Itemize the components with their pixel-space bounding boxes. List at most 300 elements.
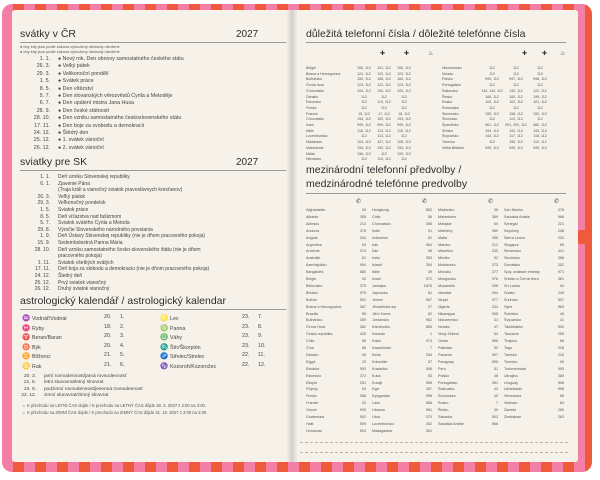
country-name: Dánsko xyxy=(306,94,319,99)
country-name: Egypt xyxy=(306,359,316,364)
dial-code: 212 xyxy=(491,242,498,247)
phone-number: 18, 112 xyxy=(398,111,410,116)
country-name: Makedonie xyxy=(306,145,324,150)
dial-code: 64 xyxy=(493,332,498,337)
zodiac-row xyxy=(22,343,142,351)
dial-code: 354 xyxy=(425,263,432,268)
divider xyxy=(306,42,566,43)
country-name: Pákistán xyxy=(438,346,453,350)
phone-number: 110, 112 xyxy=(377,157,391,162)
dial-code: 7 xyxy=(495,401,498,406)
country-name: Jemen xyxy=(372,297,384,302)
country-name: Portugalsko xyxy=(438,380,458,385)
holiday-date: 8. 5. xyxy=(39,85,50,92)
holiday-date: 1. 5. xyxy=(39,78,50,85)
dial-code: 356 xyxy=(491,235,498,240)
dial-code: 41 xyxy=(559,318,564,323)
phone-number: 199, 112 xyxy=(397,151,411,156)
country-name: Panama xyxy=(438,352,452,357)
dial-code: 993 xyxy=(557,366,564,371)
divider xyxy=(20,170,286,171)
police-icon: ✚ xyxy=(522,51,528,57)
country-name: Kuvajt xyxy=(372,380,383,385)
holiday-name: ● Velikonoční pondělí xyxy=(58,70,109,77)
country-name: Seychely xyxy=(504,228,519,233)
phone-number: 115, 112 xyxy=(397,128,411,133)
dial-code: 93 xyxy=(361,208,366,212)
zodiac-month: 1. xyxy=(120,314,125,320)
dial-code: 968 xyxy=(491,339,498,344)
country-name: Jihoafrická rep. xyxy=(372,304,398,309)
phone-number: 112 xyxy=(381,151,387,156)
country-name: Malta xyxy=(438,235,448,240)
phone-number: 999, 112 xyxy=(377,123,391,128)
holiday-row xyxy=(12,266,209,272)
country-name: Laos xyxy=(372,401,380,406)
dial-code: 252 xyxy=(557,263,564,268)
country-name: Hongkong xyxy=(372,208,389,212)
country-name: Turkmenistán xyxy=(504,366,527,371)
dial-code: 372 xyxy=(359,373,366,378)
phone-number: 112 xyxy=(537,117,543,122)
season-row xyxy=(12,380,103,385)
dial-code: 90 xyxy=(559,359,564,364)
dial-code: 52 xyxy=(493,256,498,261)
phone-number: 192, 112 xyxy=(509,128,523,133)
dial-code: 216 xyxy=(557,352,564,357)
phone-row xyxy=(306,157,414,163)
country-name: Belgie xyxy=(306,277,317,281)
dial-code: 7 xyxy=(429,346,432,350)
phone-number: 194, 112 xyxy=(485,128,499,133)
country-name: Srí Lanka xyxy=(504,283,520,288)
phone-number: 101, 112 xyxy=(377,66,391,70)
holiday-row xyxy=(12,273,82,279)
phone-number: 166, 112 xyxy=(485,94,499,99)
country-name: Polsko xyxy=(442,77,453,82)
zodiac-name: Beran/Baran xyxy=(32,335,62,342)
dial-code: 386 xyxy=(557,256,564,261)
country-name: Řecko xyxy=(438,408,449,413)
zodiac-month: 4. xyxy=(120,342,125,349)
dial-code: 94 xyxy=(559,283,564,288)
season-date: 23. 9. xyxy=(23,386,36,392)
dial-code: 244 xyxy=(359,235,366,240)
dial-code: 63 xyxy=(361,387,366,392)
country-name: Sierra Leone xyxy=(504,235,526,240)
phone-number: 112 xyxy=(361,100,367,105)
dial-code: 57 xyxy=(427,359,432,364)
phone-row xyxy=(442,146,552,152)
country-name: Irák xyxy=(372,242,379,247)
country-name: Ukrajina xyxy=(504,373,518,378)
phone-number: 112 xyxy=(489,105,495,110)
dial-code: 593 xyxy=(359,366,366,371)
zodiac-month: 7. xyxy=(258,314,263,320)
zodiac-icon: ♎ xyxy=(160,334,169,342)
country-name: Kolumbie xyxy=(372,359,388,364)
country-name: Austrálie xyxy=(306,256,321,261)
dial-code: 33 xyxy=(361,401,366,406)
zodiac-icon: ♈ xyxy=(22,334,31,342)
country-name: Norsko xyxy=(442,71,454,76)
country-name: Švédsko xyxy=(504,311,519,316)
zodiac-month: 10. xyxy=(258,342,266,349)
dial-code: 20 xyxy=(361,359,366,364)
holiday-name: ● Den boje za svobodu a demokracii xyxy=(58,122,144,129)
country-name: Ekvádor xyxy=(306,366,320,371)
phone-number: 166, 112 xyxy=(377,77,391,82)
country-name: Estonsko xyxy=(306,100,321,105)
zodiac-date: 23. xyxy=(242,314,250,320)
dial-code: 56 xyxy=(361,339,366,344)
country-name: Somálsko xyxy=(504,263,521,268)
dial-code: 264 xyxy=(491,290,498,295)
dial-code: 502 xyxy=(359,415,366,419)
dial-code: 355 xyxy=(359,214,366,219)
zodiac-name: Rak xyxy=(32,364,42,370)
country-name: Tunisko xyxy=(504,352,517,357)
holiday-date: 1. 1. xyxy=(39,56,50,62)
country-name: Singapur xyxy=(504,242,519,247)
season-name: zimní slunovrat/zimný slnovrat xyxy=(44,393,109,399)
holiday-date: 1. 9. xyxy=(40,233,50,240)
phone-number: 194, 112 xyxy=(357,117,371,122)
zodiac-name: Střelec/Strelec xyxy=(170,354,205,361)
country-name: San Marino xyxy=(504,208,523,212)
dial-code: 84 xyxy=(559,401,564,406)
dial-code: 974 xyxy=(425,339,432,344)
zodiac-name: Vodnář/Vodnár xyxy=(32,316,68,322)
country-name: Belgie xyxy=(306,66,316,70)
zodiac-name: Kozoroh/Kozorožec xyxy=(170,364,217,370)
holiday-date: 17. 11. xyxy=(35,266,50,273)
holiday-name: ● Den vzniku samostatného československého státu xyxy=(58,115,182,122)
holiday-name: Zjavenie Pána xyxy=(58,180,90,187)
holiday-row xyxy=(12,207,88,213)
phone-number: 124, 112 xyxy=(357,71,371,76)
holiday-name: ● Nový rok, Den obnovy samostatného českého státu xyxy=(58,56,184,62)
holiday-name: Sedembolestná Panna Mária xyxy=(58,240,123,246)
dial-code: 506 xyxy=(425,366,432,371)
country-name: Kanada xyxy=(372,332,385,337)
phone-number: 112 xyxy=(401,94,407,99)
phone-number: 112 xyxy=(537,66,543,70)
country-name: Kypr xyxy=(372,387,380,392)
dial-code: 81 xyxy=(427,290,432,295)
country-name: Salvador xyxy=(438,415,453,419)
intl-title-line1: mezinárodní telefonní předvolby / xyxy=(306,164,462,176)
country-name: Slovinsko xyxy=(442,117,458,122)
dial-code: 36 xyxy=(493,208,498,212)
elastic-band xyxy=(578,230,592,244)
country-name: Polsko xyxy=(438,373,450,378)
dial-code: 996 xyxy=(425,394,432,399)
holiday-row xyxy=(12,227,153,233)
notes-line xyxy=(300,452,568,453)
cz-holidays-notes xyxy=(20,45,120,55)
holiday-row xyxy=(12,286,109,292)
country-name: Bhútán xyxy=(306,290,318,295)
country-name: Spoj. arabské emiráty xyxy=(504,270,540,275)
country-name: Estonsko xyxy=(306,373,322,378)
zodiac-name: Ryby xyxy=(32,325,45,332)
country-name: Malta xyxy=(306,151,315,156)
country-name: Řecko xyxy=(442,94,453,99)
holiday-name: Sviatok všetkých svätých xyxy=(58,259,114,266)
zodiac-date: 22. xyxy=(242,362,250,368)
country-name: Malajsie xyxy=(438,221,452,226)
intl-title-line2: medzinárodné telefónne predvolby xyxy=(306,178,468,190)
dial-code: 32 xyxy=(361,277,366,281)
country-name: Slovensko xyxy=(442,111,459,116)
zodiac-icon: ♋ xyxy=(22,363,31,370)
dial-code: 61 xyxy=(361,256,366,261)
holiday-date: 6. 1. xyxy=(40,180,50,187)
country-name: Jordánsko xyxy=(372,318,390,323)
dial-code: 509 xyxy=(359,421,366,426)
phone-number: 101, 112 xyxy=(533,100,547,105)
country-name: Etiopie xyxy=(306,380,318,385)
country-name: Irsko xyxy=(306,123,314,128)
holiday-date: 26. 3. xyxy=(36,63,50,70)
zodiac-date: 20. xyxy=(104,314,112,320)
zodiac-date: 23. xyxy=(242,342,250,349)
cz-holidays-year: 2027 xyxy=(236,29,259,40)
country-name: Lucembursko xyxy=(372,421,395,426)
phone-number: 155, 112 xyxy=(509,140,523,145)
holiday-name: Prvý sviatok vianočný xyxy=(58,279,107,286)
country-name: Peru xyxy=(438,366,446,371)
season-date: 20. 3. xyxy=(23,374,36,379)
dial-code: 251 xyxy=(359,380,366,385)
country-name: Chorvatsko xyxy=(372,221,391,226)
country-name: Rumunsko xyxy=(442,105,460,110)
phone-number: 122, 112 xyxy=(377,71,391,76)
phone-number: 118, 112 xyxy=(357,128,371,133)
country-name: Čína xyxy=(306,346,314,350)
country-name: Lucembursko xyxy=(306,134,328,139)
holiday-name: Štedrý deň xyxy=(58,273,83,279)
dst-summer: ☼ K přechodu na LETNÍ ČAS dojde / K prechodu na LETNÝ ČAS dôjde 28. 3. 2027 z 2:00 na 3:00. xyxy=(22,403,207,408)
country-name: Německo xyxy=(306,157,322,162)
season-date: 21. 6. xyxy=(23,380,36,386)
holiday-row xyxy=(12,260,114,266)
holiday-date: 15. 9. xyxy=(37,240,50,246)
dial-code: 1876 xyxy=(423,283,432,288)
country-name: Maledivy xyxy=(438,228,453,233)
phone-number: 999, 112 xyxy=(485,77,499,82)
holiday-name: Výročie Slovenského národného povstania xyxy=(58,226,153,233)
zodiac-month: 2. xyxy=(120,323,125,330)
phone-number: 112 xyxy=(489,83,495,88)
dial-code: 855 xyxy=(425,325,432,330)
zodiac-month: 3. xyxy=(120,333,125,340)
zodiac-row xyxy=(160,352,280,360)
phone-number: 112 xyxy=(361,134,367,139)
country-name: Portugalsko xyxy=(442,83,461,88)
dial-code: 966 xyxy=(557,214,564,219)
holiday-date: 26. 3. xyxy=(37,193,50,200)
country-name: Madagaskar xyxy=(372,428,393,433)
fire-icon: ♨ xyxy=(428,51,434,57)
country-name: Maďarsko xyxy=(438,208,455,212)
phone-number: 100, 112 xyxy=(357,66,371,70)
dial-code: 972 xyxy=(425,277,432,281)
holiday-name: Druhý sviatok vianočný xyxy=(58,286,110,293)
dst-winter: ☼ K přechodu na ZIMNÍ ČAS dojde / K prechodu na ZIMNÝ ČAS dôjde 31. 10. 2027 z 3:00 na 2:00. xyxy=(22,410,208,415)
dial-code: 255 xyxy=(557,332,564,337)
country-name: Monako xyxy=(438,270,452,275)
holiday-row xyxy=(12,123,144,129)
country-name: Namibie xyxy=(438,290,452,295)
dial-code: 961 xyxy=(425,408,432,413)
country-name: Island xyxy=(372,263,382,268)
dial-code: 27 xyxy=(427,304,432,309)
dial-code: 254 xyxy=(425,352,432,357)
phone-number: 112 xyxy=(361,105,367,110)
phone-number: 192, 112 xyxy=(377,88,391,93)
zodiac-date: 20. xyxy=(104,342,112,349)
holiday-row xyxy=(12,200,106,206)
country-name: Rakousko xyxy=(442,88,458,93)
country-name: Chorvatsko xyxy=(306,88,325,93)
zodiac-row xyxy=(160,324,280,332)
phone-number: 112 xyxy=(381,105,387,110)
phone-number: 112 xyxy=(513,66,519,70)
phone-number: 113, 112 xyxy=(377,128,391,133)
zodiac-month: 8. xyxy=(258,323,263,330)
dial-code: 43 xyxy=(493,387,498,392)
phone-row xyxy=(442,112,552,118)
country-name: Chile xyxy=(306,339,315,344)
dial-code: 373 xyxy=(491,263,498,268)
dial-code: 964 xyxy=(425,242,432,247)
phone-number: 193, 112 xyxy=(397,88,411,93)
sk-holidays-year: 2027 xyxy=(236,157,259,168)
book-gutter xyxy=(286,10,298,462)
country-name: Tádžikistán xyxy=(504,325,523,330)
country-name: Kazachstán xyxy=(372,346,392,350)
country-name: Haiti xyxy=(306,421,314,426)
country-name: Nový Zéland xyxy=(438,332,459,337)
zodiac-icon: ♌ xyxy=(160,315,169,322)
country-name: Mosambik xyxy=(438,283,455,288)
country-name: Kostarika xyxy=(372,366,388,371)
dial-code: 503 xyxy=(491,415,498,419)
left-page xyxy=(12,10,292,462)
holiday-row xyxy=(12,174,130,180)
country-name: Jamajka xyxy=(372,283,386,288)
phone-number: 103, 112 xyxy=(485,100,499,105)
holiday-name: ● Den vítězství xyxy=(58,85,94,92)
phone-number: 999, 112 xyxy=(357,123,371,128)
dial-code: 232 xyxy=(557,235,564,240)
zodiac-row xyxy=(160,314,280,322)
holiday-name: ● Den upálení mistra Jana Husa xyxy=(58,100,134,107)
dst-notes xyxy=(22,402,207,416)
phone-number: 122, 112 xyxy=(377,83,391,88)
country-name: Irsko xyxy=(372,256,380,261)
divider xyxy=(20,42,286,43)
country-name: Chorvatsko xyxy=(306,117,325,122)
dial-code: 65 xyxy=(559,242,564,247)
country-name: Saúdská Arábie xyxy=(438,421,464,426)
holiday-date: 29. 3. xyxy=(37,200,50,207)
country-name: Arménie xyxy=(306,249,320,254)
country-name: Gruzie xyxy=(306,408,317,413)
country-name: Nizozemsko xyxy=(442,66,462,70)
dial-code: 51 xyxy=(493,366,498,371)
divider xyxy=(306,193,566,194)
zodiac-name: Býk xyxy=(32,344,41,351)
country-name: Itálie xyxy=(306,128,314,133)
holiday-name: pracovného pokoja) xyxy=(58,253,102,260)
country-name: Turecko xyxy=(504,359,518,364)
dial-code: 387 xyxy=(359,304,366,309)
country-name: Finsko xyxy=(306,105,317,110)
dial-code: 375 xyxy=(359,283,366,288)
dial-code: 55 xyxy=(361,311,366,316)
holiday-date: 5. 7. xyxy=(39,93,50,99)
country-name: Venezuela xyxy=(504,394,522,399)
country-name: Maroko xyxy=(438,242,451,247)
phone-number: 150, 112 xyxy=(533,111,547,116)
ambulance-icon: ✚ xyxy=(404,51,410,57)
holiday-date: 17. 11. xyxy=(34,122,50,129)
country-name: Surinam xyxy=(504,297,518,302)
phone-number: 112 xyxy=(381,94,387,99)
dial-code: 966 xyxy=(491,421,498,426)
dial-code: 420 xyxy=(359,332,366,337)
country-name: Rumunsko xyxy=(438,394,456,399)
phone-icon: ✆ xyxy=(554,199,560,205)
country-name: Indie xyxy=(372,228,380,233)
phone-number: 133, 112 xyxy=(509,88,523,93)
holiday-name: Deň vzniku Slovenskej republiky xyxy=(58,174,130,180)
phone-number: 999, 112 xyxy=(397,123,411,128)
dial-code: 507 xyxy=(491,352,498,357)
country-name: Slovinsko xyxy=(504,256,520,261)
zodiac-date: 21. xyxy=(104,362,112,368)
dial-code: 263 xyxy=(557,415,564,419)
holiday-name: Veľký piatok xyxy=(58,193,86,200)
holiday-date: 1. 11. xyxy=(37,259,50,266)
dial-code: 505 xyxy=(491,311,498,316)
country-name: Rakousko xyxy=(438,387,455,392)
country-name: Tanzanie xyxy=(504,332,519,337)
dial-code: 962 xyxy=(425,318,432,323)
zodiac-name: Lev xyxy=(170,316,179,322)
zodiac-date: 23. xyxy=(242,323,250,330)
holiday-date: 26. 12. xyxy=(34,286,50,293)
zodiac-month: 6. xyxy=(120,362,125,368)
dial-code: 380 xyxy=(557,373,564,378)
zodiac-row xyxy=(160,343,280,351)
country-name: Bulharsko xyxy=(306,318,323,323)
country-name: Francie xyxy=(306,111,318,116)
dial-code: 381 xyxy=(557,277,564,281)
zodiac-name: Váhy xyxy=(170,335,183,342)
holiday-name: ● 1. svátek vánoční xyxy=(58,137,104,144)
zodiac-icon: ♏ xyxy=(160,343,169,351)
zodiac-row xyxy=(160,362,280,370)
dial-code: 47 xyxy=(493,325,498,330)
dial-code: 230 xyxy=(491,249,498,254)
country-name: Bosna a Hercegovina xyxy=(306,304,342,309)
holiday-date: 1. 1. xyxy=(40,174,50,180)
zodiac-month: 5. xyxy=(120,352,125,359)
